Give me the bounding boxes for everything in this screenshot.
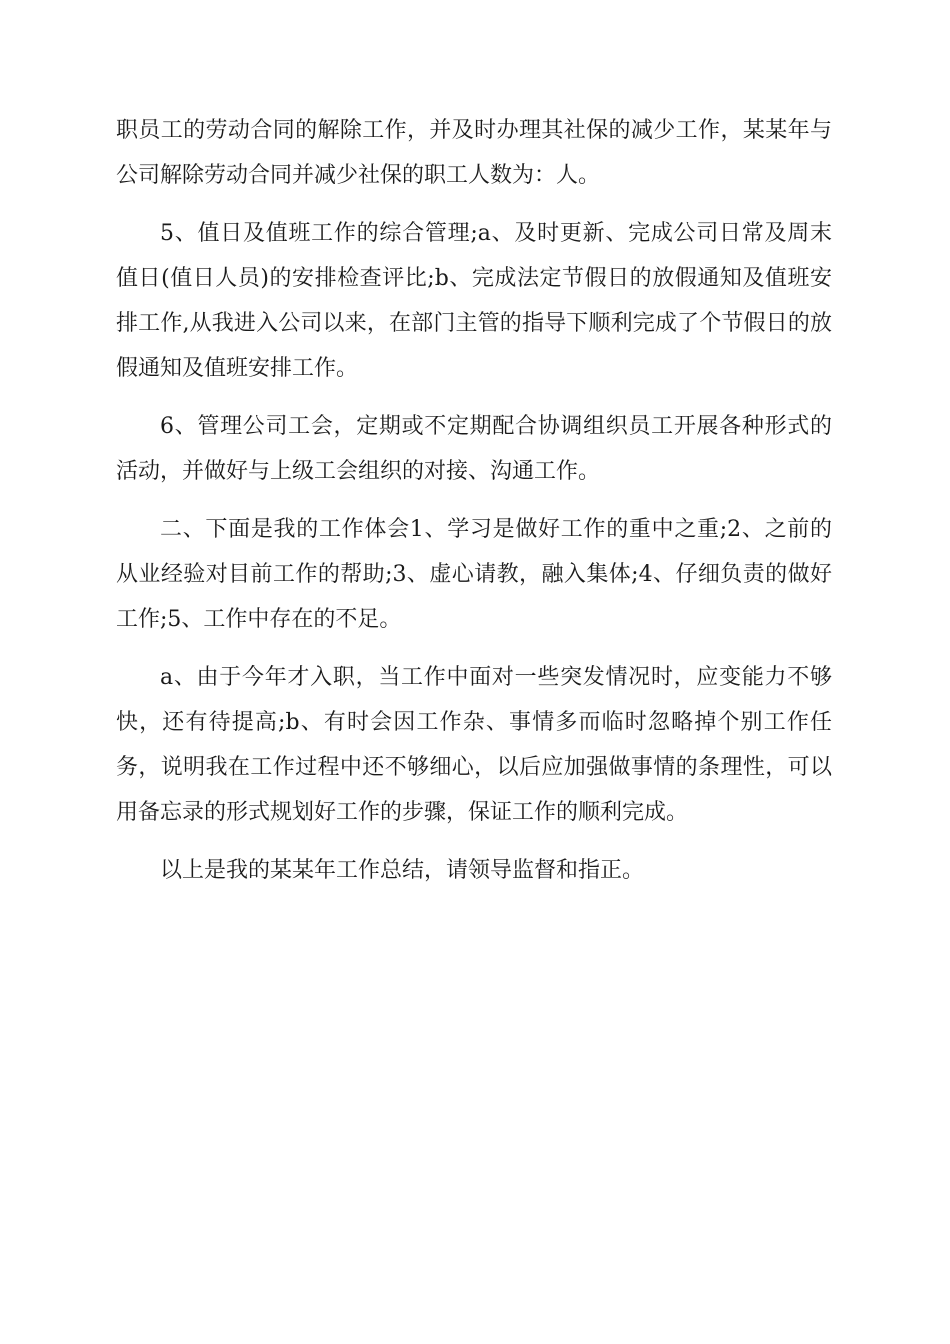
paragraph-2: 5、值日及值班工作的综合管理;a、及时更新、完成公司日常及周末值日(值日人员)的安排检查评比;b、完成法定节假日的放假通知及值班安排工作,从我进入公司以来，在部门主管的指导下顺利完成了个节假日的放假通知及值班安排工作。 — [116, 221, 832, 381]
document-body — [116, 108, 832, 906]
paragraph-6: 以上是我的某某年工作总结，请领导监督和指正。 — [160, 858, 645, 883]
paragraph-4: 二、下面是我的工作体会1、学习是做好工作的重中之重;2、之前的从业经验对目前工作的帮助;3、虚心请教，融入集体;4、仔细负责的做好工作;5、工作中存在的不足。 — [116, 517, 832, 632]
paragraph-3: 6、管理公司工会，定期或不定期配合协调组织员工开展各种形式的活动，并做好与上级工会组织的对接、沟通工作。 — [116, 414, 832, 484]
paragraph-5: a、由于今年才入职，当工作中面对一些突发情况时，应变能力不够快，还有待提高;b、有时会因工作杂、事情多而临时忽略掉个别工作任务，说明我在工作过程中还不够细心，以后应加强做事情的条理性，可以用备忘录的形式规划好工作的步骤，保证工作的顺利完成。 — [116, 665, 832, 825]
paragraph-1: 职员工的劳动合同的解除工作，并及时办理其社保的减少工作，某某年与公司解除劳动合同并减少社保的职工人数为：人。 — [116, 118, 832, 188]
